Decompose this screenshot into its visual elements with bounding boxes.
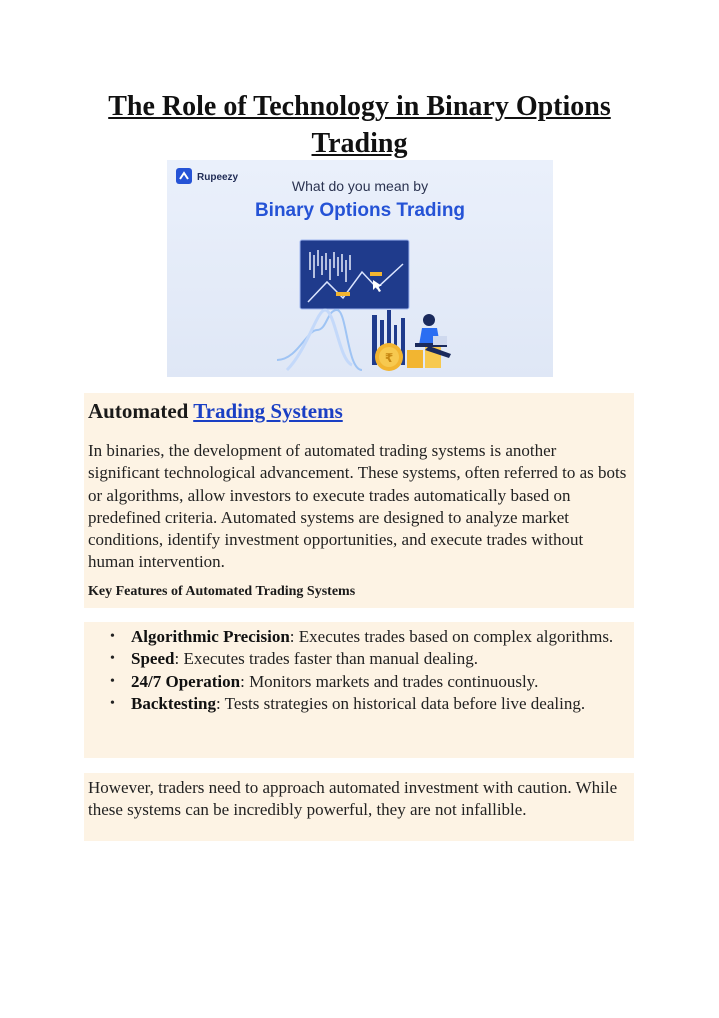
hero-caption-top: What do you mean by: [291, 178, 429, 194]
section-heading: [88, 397, 343, 425]
closing-section: [84, 773, 634, 841]
closing-paragraph: However, traders need to approach automated investment with caution. While these systems can be incredibly powerful, they are not infallible.: [88, 778, 618, 820]
feature-term: Speed: [131, 649, 175, 669]
features-list: [84, 626, 624, 715]
hero-image: [167, 160, 553, 377]
list-item: [84, 671, 624, 693]
feature-desc: : Tests strategies on historical data before live dealing.: [216, 693, 586, 713]
bullet-icon: •: [110, 695, 115, 711]
key-features-subheading: Key Features of Automated Trading Systems: [88, 584, 356, 599]
feature-term: Backtesting: [131, 693, 216, 713]
trading-systems-link[interactable]: Trading Systems: [193, 399, 343, 423]
brand-name: Rupeezy: [197, 172, 239, 183]
bullet-icon: •: [110, 651, 115, 667]
svg-text:₹: ₹: [384, 351, 394, 365]
feature-desc: : Executes trades based on complex algorithms.: [289, 627, 614, 646]
feature-desc: : Monitors markets and trades continuously.: [240, 671, 539, 691]
rupeezy-logo: [176, 168, 239, 184]
bullet-icon: •: [110, 673, 115, 689]
features-section: [84, 622, 634, 758]
heading-text: Automated: [88, 399, 189, 423]
intro-paragraph: In binaries, the development of automated trading systems is another significant technological advancement. These systems, often referred to as bots or algorithms, allow investors to execute trades automatically based on predefined criteria. Automated systems are designed to analyze market conditions, identify investment opportunities, and execute trades without human intervention.: [88, 441, 627, 572]
feature-term: 24/7 Operation: [131, 671, 241, 691]
list-item: [84, 626, 624, 648]
bullet-icon: •: [110, 629, 115, 644]
page-title: The Role of Technology in Binary Options Trading: [108, 91, 611, 159]
automated-trading-section: [84, 393, 634, 608]
feature-desc: : Executes trades faster than manual dealing.: [174, 649, 478, 669]
list-item: [84, 693, 624, 715]
chart-panel-illustration: [300, 240, 409, 309]
hero-caption-main: Binary Options Trading: [254, 200, 466, 221]
feature-term: Algorithmic Precision: [131, 627, 290, 646]
list-item: [84, 648, 624, 670]
